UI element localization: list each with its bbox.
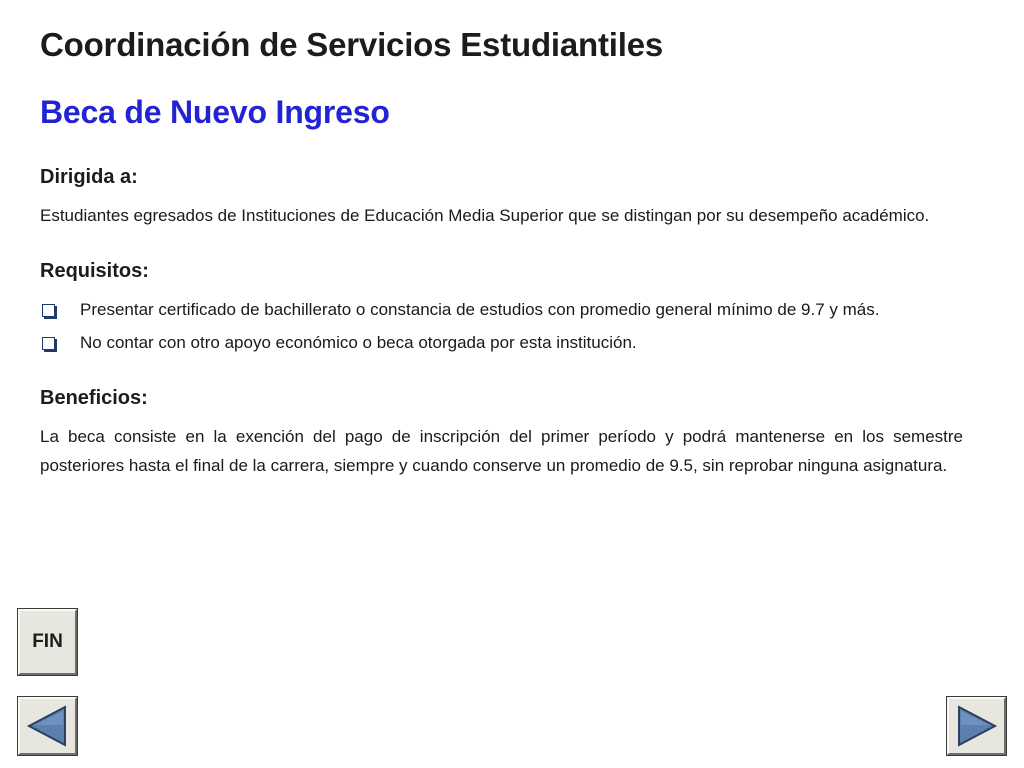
fin-button-label: FIN — [32, 631, 63, 652]
next-button[interactable] — [947, 697, 1006, 755]
requisito-text: No contar con otro apoyo económico o beca otorgada por esta institución. — [80, 333, 637, 352]
list-item — [40, 328, 963, 357]
content-area — [40, 166, 963, 480]
dirigida-heading: Dirigida a: — [40, 166, 138, 188]
arrow-right-icon — [949, 699, 1004, 753]
beneficios-text: La beca consiste en la exención del pago de inscripción del primer período y podrá mantenerse en los semestre posteriores hasta el final de la carrera, siempre y cuando conserve un promedio de 9.5, sin reprobar ninguna asignatura. — [40, 427, 963, 475]
requisitos-list — [40, 295, 963, 357]
arrow-left-icon — [20, 699, 75, 753]
fin-button[interactable] — [18, 609, 77, 675]
checkbox-bullet-icon — [42, 337, 55, 350]
requisito-text: Presentar certificado de bachillerato o constancia de estudios con promedio general mínimo de 9.7 y más. — [80, 300, 880, 319]
dirigida-text: Estudiantes egresados de Instituciones de Educación Media Superior que se distingan por su desempeño académico. — [40, 206, 930, 225]
list-item — [40, 295, 963, 324]
checkbox-bullet-icon — [42, 304, 55, 317]
previous-button[interactable] — [18, 697, 77, 755]
requisitos-heading: Requisitos: — [40, 260, 149, 282]
page-subtitle: Beca de Nuevo Ingreso — [40, 94, 390, 130]
beneficios-heading: Beneficios: — [40, 387, 148, 409]
page-title: Coordinación de Servicios Estudiantiles — [40, 26, 664, 63]
